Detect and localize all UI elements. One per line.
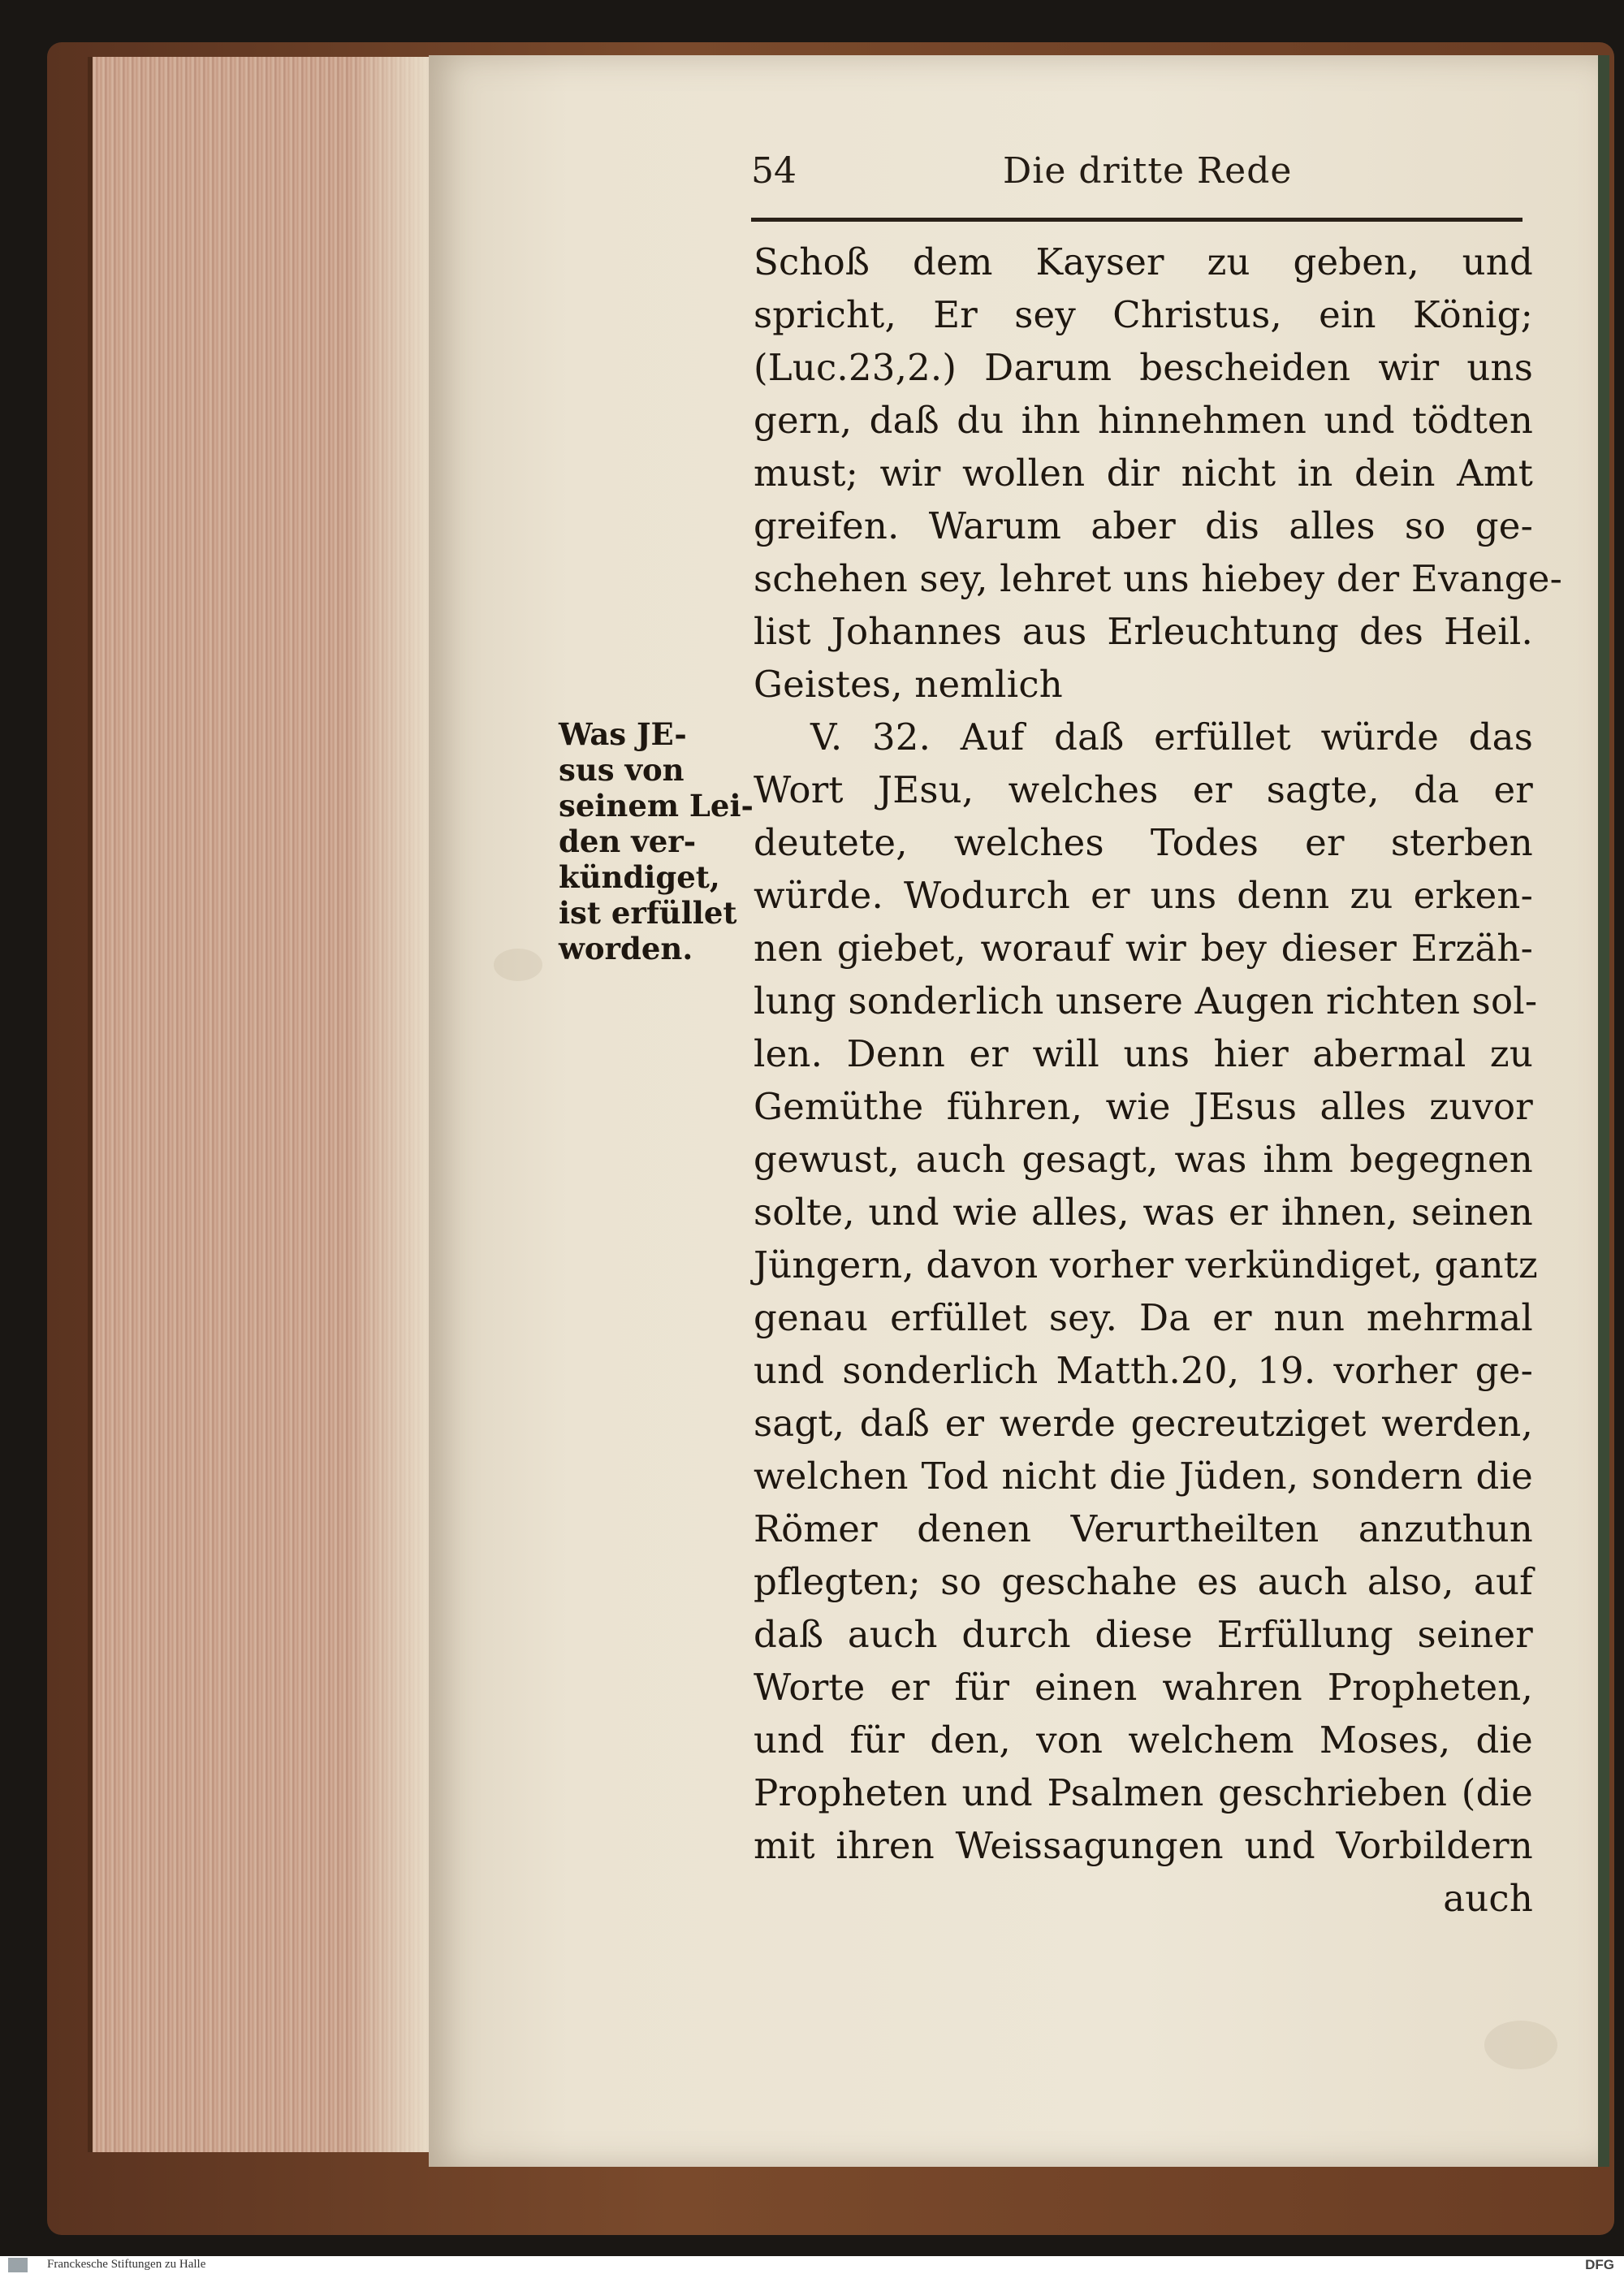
margin-note-line: ist erfüllet: [559, 895, 737, 931]
text-line: Jüngern, davon vorher verkündiget, gantz: [754, 1243, 1538, 1286]
text-line: lung sonderlich unsere Augen richten sol-: [754, 979, 1538, 1022]
body-text: [754, 236, 1563, 1925]
institution-logo-icon: [8, 2258, 28, 2272]
text-line: must; wir wollen dir nicht in dein Amt: [754, 452, 1533, 495]
text-line: nen giebet, worauf wir bey dieser Erzäh-: [754, 927, 1533, 970]
margin-note: [559, 716, 754, 966]
text-line: sagt, daß er werde gecreutziget werden,: [754, 1402, 1533, 1445]
header-rule: [751, 218, 1522, 226]
catchword: auch: [1443, 1877, 1533, 1920]
page-number: 54: [751, 150, 797, 192]
text-line: list Johannes aus Erleuchtung des Heil.: [754, 610, 1533, 653]
margin-note-line: Was JE-: [559, 716, 687, 752]
margin-note-line: worden.: [559, 931, 693, 966]
text-line: len. Denn er will uns hier abermal zu: [754, 1032, 1533, 1075]
text-line: und für den, von welchem Moses, die: [754, 1718, 1533, 1762]
margin-note-line: den ver-: [559, 824, 697, 859]
viewer-footer: [0, 2256, 1624, 2274]
text-line: mit ihren Weissagungen und Vorbildern: [754, 1824, 1533, 1867]
text-line: daß auch durch diese Erfüllung seiner: [754, 1613, 1533, 1656]
text-line: solte, und wie alles, was er ihnen, seinen: [754, 1191, 1533, 1234]
running-title: Die dritte Rede: [1003, 150, 1293, 192]
text-line: Gemüthe führen, wie JEsus alles zuvor: [754, 1085, 1533, 1128]
text-line: schehen sey, lehret uns hiebey der Evange-: [754, 557, 1563, 600]
text-line: spricht, Er sey Christus, ein König;: [754, 293, 1533, 336]
text-line: deutete, welches Todes er sterben: [754, 821, 1533, 864]
text-line: gern, daß du ihn hinnehmen und tödten: [754, 399, 1533, 442]
text-line: genau erfüllet sey. Da er nun mehrmal: [754, 1296, 1533, 1339]
dfg-logo: DFG: [1585, 2257, 1614, 2272]
text-line: greifen. Warum aber dis alles so ge-: [754, 504, 1533, 547]
text-line: (Luc.23,2.) Darum bescheiden wir uns: [754, 346, 1533, 389]
institution-label: Franckesche Stiftungen zu Halle: [47, 2258, 206, 2271]
text-line: pflegten; so geschahe es auch also, auf: [754, 1560, 1533, 1603]
page-header: [751, 150, 1531, 207]
margin-note-line: sus von: [559, 752, 685, 788]
margin-note-line: kündiget,: [559, 859, 720, 895]
text-line: welchen Tod nicht die Jüden, sondern die: [754, 1455, 1533, 1498]
text-line: Geistes, nemlich: [754, 663, 1063, 706]
text-line: und sonderlich Matth.20, 19. vorher ge-: [754, 1349, 1533, 1392]
page-outer-edge: [1598, 55, 1609, 2167]
text-line: würde. Wodurch er uns denn zu erken-: [754, 874, 1533, 917]
text-line: Römer denen Verurtheilten anzuthun: [754, 1507, 1533, 1550]
page-gutter-shadow: [349, 57, 429, 2152]
text-line: Worte er für einen wahren Propheten,: [754, 1666, 1533, 1709]
text-line: Schoß dem Kayser zu geben, und: [754, 240, 1533, 283]
text-line: Propheten und Psalmen geschrieben (die: [754, 1771, 1533, 1814]
text-line: Wort JEsu, welches er sagte, da er: [754, 768, 1533, 811]
margin-note-line: seinem Lei-: [559, 788, 754, 824]
text-line: V. 32. Auf daß erfüllet würde das: [810, 715, 1533, 759]
text-line: gewust, auch gesagt, was ihm begegnen: [754, 1138, 1533, 1181]
